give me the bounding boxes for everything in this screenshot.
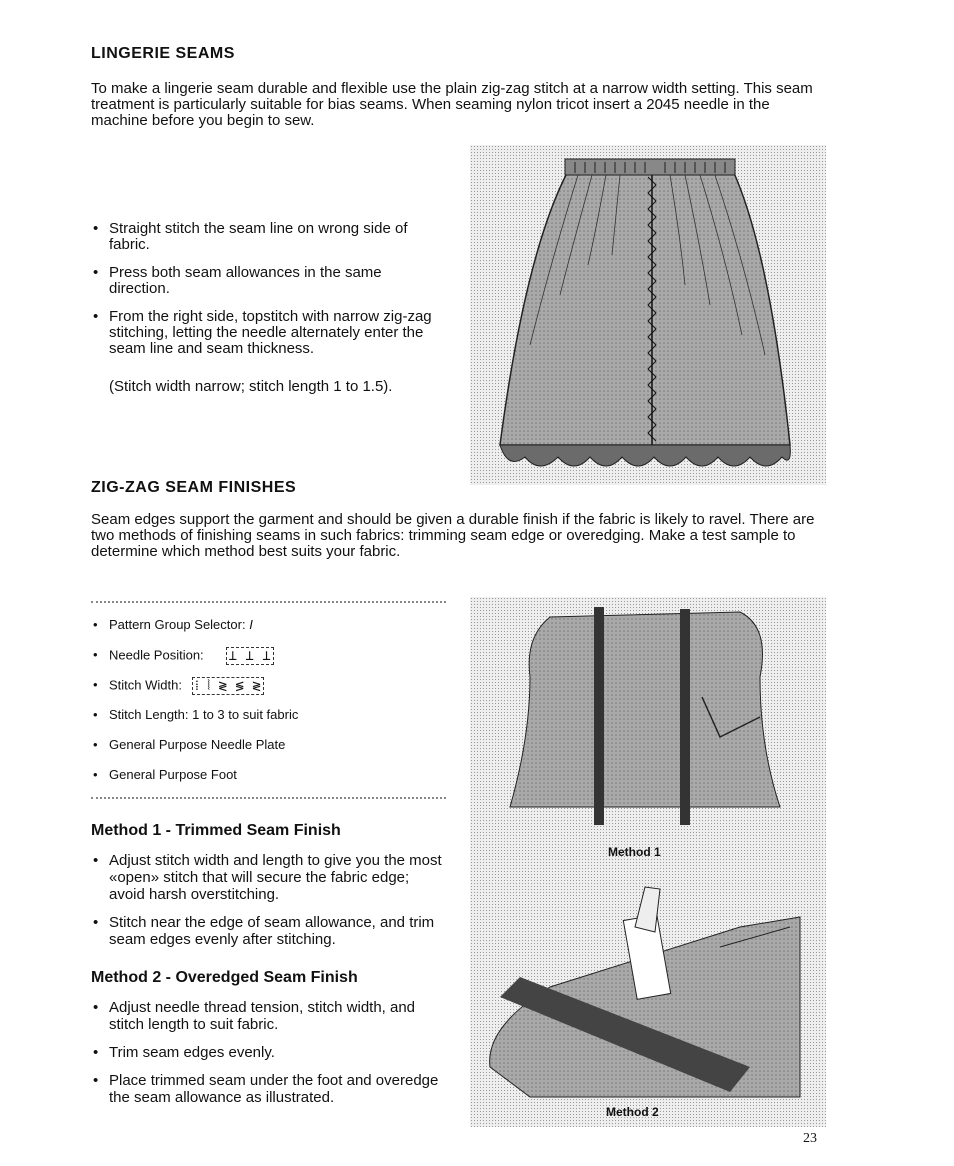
list-item: • Straight stitch the seam line on wrong side of fabric. <box>91 221 446 253</box>
setting-label: Stitch Width: <box>109 677 182 693</box>
divider <box>91 601 446 603</box>
needle-position-setting <box>91 647 446 677</box>
list-item: • Adjust stitch width and length to give you the most «open» stitch that will secure the fabric edge; avoid harsh overstitching. <box>91 852 449 903</box>
setting-label: Needle Position: <box>109 647 204 663</box>
pattern-group-setting <box>91 617 446 647</box>
list-item: • From the right side, topstitch with narrow zig-zag stitching, letting the needle alternately enter the seam line and seam thickness. <box>91 309 446 357</box>
needle-position-icon: ⊥ ⊥ ⊥ <box>226 647 274 665</box>
method1-drawing <box>470 597 826 1127</box>
pattern-group-value: I <box>249 617 253 632</box>
list-item: • Stitch near the edge of seam allowance, and trim seam edges evenly after stitching. <box>91 914 449 948</box>
method2-steps <box>91 999 449 1117</box>
list-item: • Trim seam edges evenly. <box>91 1044 449 1061</box>
slip-drawing <box>470 145 826 485</box>
foot-setting: • General Purpose Foot <box>91 767 446 797</box>
stitch-width-setting <box>91 677 446 707</box>
needle-plate-setting: • General Purpose Needle Plate <box>91 737 446 767</box>
method1-steps <box>91 852 449 959</box>
page-number: 23 <box>803 1131 817 1146</box>
lingerie-heading: LINGERIE SEAMS <box>91 45 235 62</box>
method2-heading: Method 2 - Overedged Seam Finish <box>91 969 358 986</box>
slip-illustration <box>470 145 826 485</box>
stitch-length-setting: • Stitch Length: 1 to 3 to suit fabric <box>91 707 446 737</box>
method2-caption: Method 2 <box>606 1105 659 1119</box>
lingerie-steps <box>91 221 446 357</box>
zigzag-heading: ZIG-ZAG SEAM FINISHES <box>91 479 297 496</box>
zigzag-intro: Seam edges support the garment and should be given a durable finish if the fabric is likely to ravel. There are two methods of finishing seams in such fabrics: trimming seam edge or overedging. Make a test sample to determine which method best suits your fabric. <box>91 511 815 560</box>
list-item: • Adjust needle thread tension, stitch width, and stitch length to suit fabric. <box>91 999 449 1033</box>
list-item: • Press both seam allowances in the same direction. <box>91 265 446 297</box>
machine-settings <box>91 617 446 797</box>
setting-label: Pattern Group Selector: <box>109 617 246 632</box>
lingerie-intro: To make a lingerie seam durable and flexible use the plain zig-zag stitch at a narrow width setting. This seam treatment is particularly suitable for bias seams. When seaming nylon tricot insert a 2045 needle in the machine before you begin to sew. <box>91 80 813 129</box>
divider <box>91 797 446 799</box>
stitch-width-icon: ⁞ ⦚ ≷ ≶ ≷ <box>192 677 264 695</box>
methods-illustration <box>470 597 826 1127</box>
method1-heading: Method 1 - Trimmed Seam Finish <box>91 822 341 839</box>
stitch-note: (Stitch width narrow; stitch length 1 to 1.5). <box>109 378 393 395</box>
method1-caption: Method 1 <box>608 845 661 859</box>
list-item: • Place trimmed seam under the foot and overedge the seam allowance as illustrated. <box>91 1072 449 1106</box>
